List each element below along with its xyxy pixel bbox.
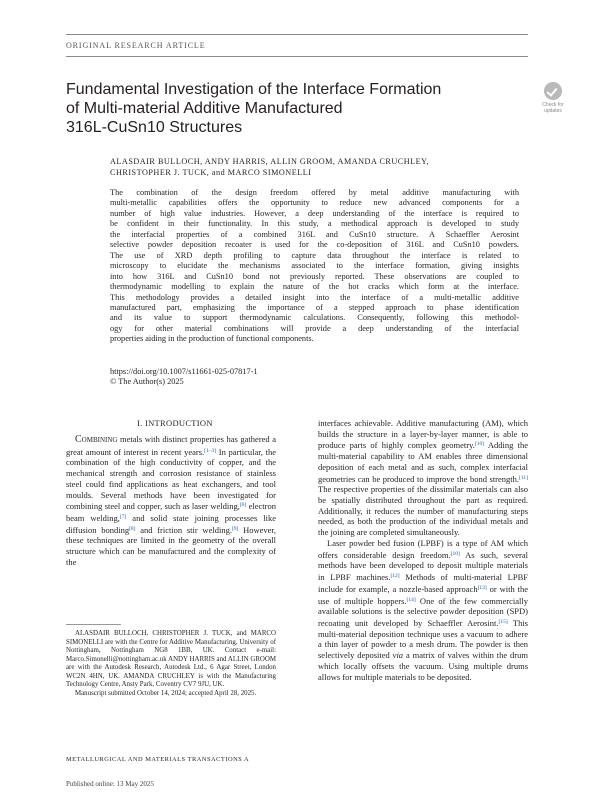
header-rule (66, 56, 528, 57)
citation-link[interactable]: [7] (119, 514, 127, 521)
abstract-line: This methodology provides a detailed insight into the interface of a multi-metallic additive (110, 292, 519, 302)
abstract-line: the interfacial properties of a combined 316L and CuSn10 structure. A Schaeffler Aerosint (110, 229, 519, 239)
copyright-notice: © The Author(s) 2025 (110, 377, 184, 387)
footnote-rule (66, 624, 121, 625)
citation-link[interactable]: [12] (390, 573, 400, 580)
doi-block (110, 367, 258, 388)
check-for-updates-badge[interactable] (538, 82, 568, 114)
dropcap-word: Combining (75, 434, 118, 445)
title-line: of Multi-material Additive Manufactured (66, 100, 343, 117)
abstract-line: properties aiding in the production of functional components. (110, 334, 314, 344)
section-heading: I. INTRODUCTION (137, 418, 213, 428)
affiliation-footnote (66, 630, 276, 698)
left-column (66, 434, 276, 568)
check-updates-icon (544, 82, 562, 100)
doi-link[interactable]: https://doi.org/10.1007/s11661-025-07817-1 (110, 367, 258, 376)
intro-paragraph-continued: interfaces achievable. Additive manufacturing (AM), which builds the structure in a layer-by-layer manner, is able to produce parts of highly complex geometry.[10] Adding the multi-material capability to AM enables three dimensional deposition of each metal and as such, complex interfacial geometries can be produced to improve the bond strength.[11] The respective properties of the dissimilar materials can also be spatially distributed throughout the part as required. Additionally, it reduces the number of manufacturing steps needed, as both the production of the individual metals and the joining are completed simultaneously. (318, 418, 528, 538)
right-column (318, 418, 528, 682)
abstract-line: The use of XRD depth profiling to capture data throughout the interface is related to (110, 250, 519, 260)
title-line: 316L-CuSn10 Structures (66, 119, 243, 136)
citation-link[interactable]: [10] (450, 550, 460, 557)
citation-link[interactable]: [15] (498, 618, 508, 625)
submission-dates: Manuscript submitted October 14, 2024; accepted April 28, 2025. (75, 689, 257, 697)
published-date: Published online: 13 May 2025 (66, 780, 154, 788)
author-list: ALASDAIR BULLOCH, ANDY HARRIS, ALLIN GROOM, AMANDA CRUCHLEY, CHRISTOPHER J. TUCK, and MARCO SIMONELLI (110, 157, 430, 177)
top-rule (66, 34, 528, 35)
citation-link[interactable]: [10] (474, 441, 485, 448)
article-type-label: ORIGINAL RESEARCH ARTICLE (66, 41, 206, 50)
citation-link[interactable]: [1–3] (204, 447, 217, 454)
article-title (66, 80, 506, 137)
abstract-line: thermodynamic modelling to explain the nature of the hot cracks which form at the interface. (110, 282, 519, 292)
citation-link[interactable]: [8] (129, 525, 136, 532)
abstract-line: microscopy to elucidate the mechanisms associated to the interface formation, giving insights (110, 261, 519, 271)
abstract-line: number of high value industries. However, a deep understanding of the interface is required to (110, 208, 519, 218)
citation-link[interactable]: [11] (519, 474, 528, 481)
journal-name: METALLURGICAL AND MATERIALS TRANSACTIONS A (66, 756, 250, 763)
abstract-line: be confident in their functionality. In this study, a methodical approach is developed to study (110, 219, 519, 229)
intro-paragraph: Combining metals with distinct properties has gathered a great amount of interest in recent years.[1–3] In particular, the combination of the high conductivity of copper, and the mechanical strength and corrosion resistance of stainless steel could find applications as heat exchangers, and tool moulds. Several methods have been investigated for combining steel and copper, such as laser welding,[6] electron beam welding,[7] and solid state joining processes like diffusion bonding[8] and friction stir welding.[9] However, these techniques are limited in the geometry of the overall structure which can be manufactured and the complexity of the (66, 434, 277, 567)
abstract-line: and its value to support thermodynamic calculations. Consequently, following this methodol- (110, 313, 519, 323)
citation-link[interactable]: [9] (231, 525, 239, 532)
abstract (110, 188, 519, 345)
affiliations: ALASDAIR BULLOCH, CHRISTOPHER J. TUCK, and MARCO SIMONELLI are with the Centre for Additive Manufacturing, University of Nottingham, Nottingham NG8 1BB, UK. Contact e-mail: Marco.Simonelli@nottingham.ac.uk ANDY HARRIS and ALLIN GROOM are with the Autodesk Research, Autodesk Ltd., 6 Agar Street, London WC2N 4HN, UK. AMANDA CRUCHLEY is with the Manufacturing Technology Centre, Ansty Park, Coventry CV7 9JU, UK. (66, 630, 276, 688)
citation-link[interactable]: [6] (239, 502, 247, 509)
title-line: Fundamental Investigation of the Interface Formation (66, 81, 442, 98)
abstract-line: selective powder deposition recoater is used for the co-deposition of 316L and CuSn10 powders. (110, 240, 519, 250)
abstract-line: into how 316L and CuSn10 bond not previously reported. These observations are coupled to (110, 271, 519, 281)
citation-link[interactable]: [14] (406, 596, 416, 603)
badge-label: Check for updates (542, 102, 564, 114)
citation-link[interactable]: [13] (477, 584, 487, 591)
abstract-line: multi-metallic capabilities offers the opportunity to reduce new advanced components for a (110, 198, 519, 208)
lpbf-paragraph: Laser powder bed fusion (LPBF) is a type of AM which offers considerable design freedom.[10] As such, several methods have been developed to deposit multiple materials in LPBF machines.[12] Methods of multi-material LPBF include for example, a nozzle-based approach[13] or with the use of multiple hoppers.[14] One of the few commercially available solutions is the selective powder deposition (SPD) recoating unit developed by Schaeffler Aerosint.[15] This multi-material deposition technique uses a vacuum to adhere a thin layer of powder to a mesh drum. The powder is then selectively deposited via a matrix of valves within the drum which locally offsets the vacuum. Using multiple drums allows for multiple materials to be deposited. (318, 537, 528, 682)
abstract-line: manufactured part, emphasizing the importance of a stepped approach to phase identification (110, 302, 519, 312)
abstract-line: ogy for other material combinations will provide a deep understanding of the interfacial (110, 323, 519, 333)
abstract-line: The combination of the design freedom offered by metal additive manufacturing with (110, 188, 519, 197)
